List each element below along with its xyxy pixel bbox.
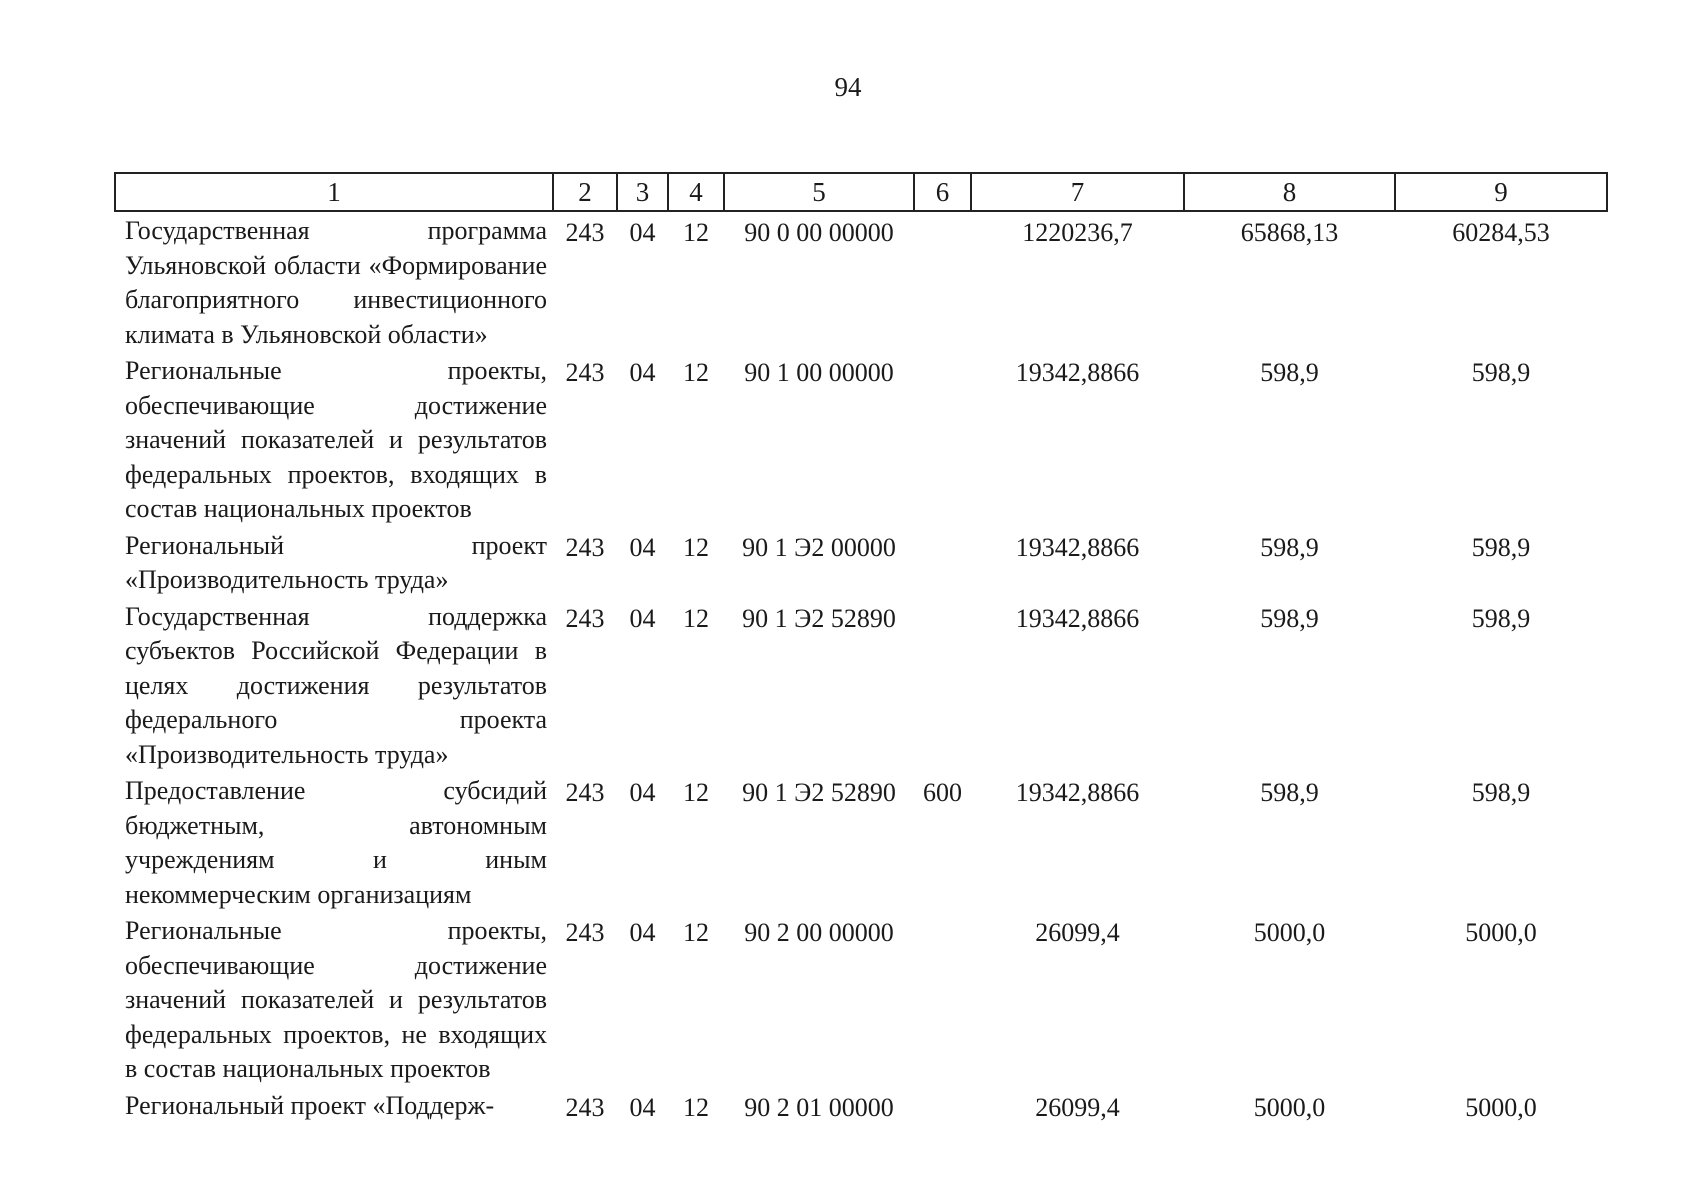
column-header-9: 9 — [1395, 173, 1607, 211]
table-row — [115, 912, 1607, 1087]
row-code-3: 04 — [629, 918, 656, 947]
row-code-5: 90 1 00 00000 — [744, 358, 894, 387]
row-code-6 — [914, 211, 971, 352]
row-value-8: 598,9 — [1260, 778, 1319, 807]
row-code-3: 04 — [629, 218, 656, 247]
row-code-3: 04 — [629, 1092, 656, 1122]
row-code-6: 600 — [923, 778, 962, 807]
row-code-3: 04 — [629, 778, 656, 807]
row-code-2: 243 — [565, 918, 605, 947]
row-value-7: 26099,4 — [1035, 918, 1120, 947]
row-code-5: 90 2 00 00000 — [744, 918, 894, 947]
table-row — [115, 211, 1607, 352]
row-value-9: 598,9 — [1471, 358, 1531, 387]
row-code-2: 243 — [565, 603, 605, 633]
row-value-8: 5000,0 — [1253, 918, 1326, 947]
row-value-8: 598,9 — [1260, 358, 1319, 387]
row-name: Предоставление субсидий бюджетным, автономным учреждениям и иным некоммерческим организациям — [125, 776, 547, 909]
row-code-4: 12 — [683, 778, 709, 807]
page-number: 94 — [834, 72, 862, 102]
row-name: Государственная программа Ульяновской области «Формирование благоприятного инвестиционного климата в Ульяновской области» — [125, 216, 547, 349]
row-code-6 — [914, 352, 971, 527]
row-value-9: 598,9 — [1471, 532, 1531, 562]
row-name: Региональные проекты, обеспечивающие достижение значений показателей и результатов федеральных проектов, входящих в состав национальных проектов — [125, 356, 547, 523]
table-row — [115, 352, 1607, 527]
row-code-4: 12 — [683, 603, 709, 633]
column-header-7: 7 — [971, 173, 1184, 211]
row-code-2: 243 — [565, 358, 605, 387]
table-row — [115, 598, 1607, 773]
row-code-2: 243 — [565, 778, 605, 807]
column-header-6: 6 — [914, 173, 971, 211]
row-code-5: 90 1 Э2 52890 — [742, 603, 896, 633]
table-row — [115, 1087, 1607, 1126]
row-code-2: 243 — [565, 532, 605, 562]
row-code-3: 04 — [629, 358, 656, 387]
row-code-5: 90 2 01 00000 — [744, 1092, 894, 1122]
budget-table — [114, 172, 1608, 1125]
row-value-7: 19342,8866 — [1015, 603, 1140, 633]
table-row — [115, 772, 1607, 912]
row-value-8: 5000,0 — [1253, 1092, 1326, 1122]
row-value-8: 598,9 — [1260, 532, 1319, 562]
row-code-6 — [914, 527, 971, 598]
row-code-5: 90 0 00 00000 — [744, 218, 894, 247]
row-name: Государственная поддержка субъектов Российской Федерации в целях достижения результатов федерального проекта «Производительность труда» — [125, 601, 547, 769]
column-header-3: 3 — [617, 173, 668, 211]
row-code-2: 243 — [565, 1092, 605, 1122]
header-row — [115, 173, 1607, 211]
row-code-4: 12 — [683, 1092, 709, 1122]
row-value-9: 5000,0 — [1465, 918, 1537, 947]
row-value-9: 60284,53 — [1452, 218, 1550, 247]
row-name: Региональный проект «Поддерж- — [125, 1090, 495, 1120]
column-header-4: 4 — [668, 173, 724, 211]
table-header — [115, 173, 1607, 211]
row-code-4: 12 — [683, 918, 709, 947]
row-code-4: 12 — [683, 358, 709, 387]
row-value-9: 598,9 — [1471, 778, 1531, 807]
row-value-7: 1220236,7 — [1022, 218, 1133, 247]
row-code-4: 12 — [683, 218, 709, 247]
row-name: Региональные проекты, обеспечивающие достижение значений показателей и результатов федеральных проектов, не входящих в состав национальных проектов — [125, 916, 547, 1083]
row-code-3: 04 — [629, 532, 656, 562]
row-value-9: 5000,0 — [1465, 1092, 1537, 1122]
row-value-7: 19342,8866 — [1015, 778, 1140, 807]
row-code-4: 12 — [683, 532, 709, 562]
row-value-7: 26099,4 — [1035, 1092, 1120, 1122]
row-code-2: 243 — [565, 218, 605, 247]
table-row — [115, 527, 1607, 598]
column-header-2: 2 — [553, 173, 617, 211]
row-code-3: 04 — [629, 603, 656, 633]
row-code-6 — [914, 1087, 971, 1126]
row-value-8: 598,9 — [1260, 603, 1319, 633]
row-code-6 — [914, 912, 971, 1087]
row-value-7: 19342,8866 — [1015, 532, 1140, 562]
row-value-7: 19342,8866 — [1015, 358, 1140, 387]
row-name: Региональный проект «Производительность труда» — [125, 530, 547, 594]
column-header-5: 5 — [724, 173, 914, 211]
row-value-9: 598,9 — [1471, 603, 1531, 633]
column-header-1: 1 — [115, 173, 553, 211]
row-code-5: 90 1 Э2 52890 — [742, 778, 896, 807]
row-code-6 — [914, 598, 971, 773]
row-value-8: 65868,13 — [1240, 218, 1339, 247]
table-body — [115, 211, 1607, 1125]
column-header-8: 8 — [1184, 173, 1395, 211]
row-code-5: 90 1 Э2 00000 — [742, 532, 896, 562]
